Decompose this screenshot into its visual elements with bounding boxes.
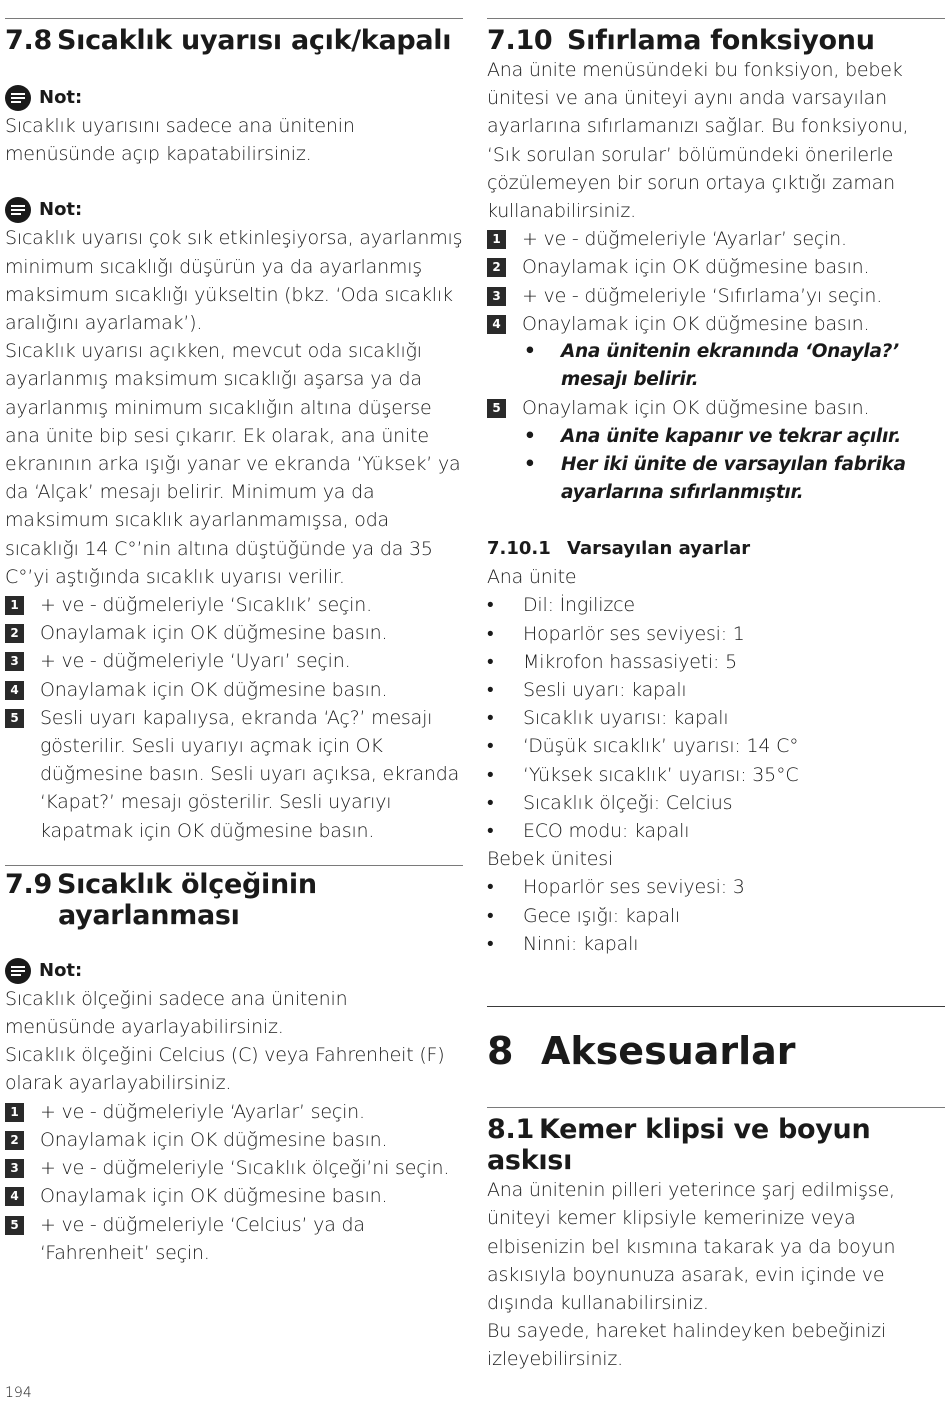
- section-title-7-8: 7.8 Sıcaklık uyarısı açık/kapalı: [5, 25, 452, 56]
- step-item: 3 + ve - düğmeleriyle ‘Uyarı’ seçin.: [5, 647, 463, 675]
- step-result: • Ana ünite kapanır ve tekrar açılır.: [487, 423, 945, 451]
- note-icon: [5, 197, 31, 223]
- chapter-rule: [487, 1006, 945, 1007]
- chapter-title-8: 8 Aksesuarlar: [487, 1029, 796, 1074]
- step-number: 1: [487, 230, 506, 249]
- parent-defaults-list: [487, 591, 945, 845]
- list-item: • Ninni: kapalı: [487, 932, 639, 955]
- body-text: Ana ünite menüsündeki bu fonksiyon, bebek ünitesi ve ana üniteyi aynı anda varsayılan ayarlarına sıfırlamanızı sağlar. Bu fonksiyonu, ‘Sık sorulan sorular’ bölümündeki önerilerle çözülemeyen bir sorun ortaya çıktığı zaman kullanabilirsiniz.: [487, 59, 909, 223]
- step-number: 5: [5, 709, 24, 728]
- note-heading: Not:: [5, 196, 463, 224]
- list-item: • ‘Yüksek sıcaklık’ uyarısı: 35°C: [487, 763, 799, 786]
- note-icon: [5, 958, 31, 984]
- section-rule: [5, 865, 463, 866]
- step-number: 3: [5, 652, 24, 671]
- section-rule: [487, 18, 945, 19]
- list-item: • Sıcaklık uyarısı: kapalı: [487, 707, 729, 730]
- body-text: Ana ünitenin pilleri yeterince şarj edilmişse, üniteyi kemer klipsiyle kemerinize veya elbisenizin bel kısmına takarak ya da boyun askısıyla boynunuza asarak, evin içinde ve dışında kullanabilirsiniz.: [487, 1179, 896, 1314]
- note-text: Sıcaklık uyarısını sadece ana ünitenin menüsünde açıp kapatabilirsiniz.: [5, 115, 355, 166]
- list-item: • Hoparlör ses seviyesi: 1: [487, 622, 745, 645]
- step-item: 1 + ve - düğmeleriyle ‘Ayarlar’ seçin.: [487, 225, 945, 253]
- step-item: 5 Sesli uyarı kapalıysa, ekranda ‘Aç?’ mesajı gösterilir. Sesli uyarıyı açmak için OK düğmesine basın. Sesli uyarı açıksa, ekranda ‘Kapat?’ mesajı gösterilir. Sesli uyarıyı kapatmak için OK düğmesine basın.: [5, 704, 463, 845]
- bullet-mark: •: [524, 341, 536, 363]
- step-number: 3: [5, 1159, 24, 1178]
- step-item: 5 + ve - düğmeleriyle ‘Celcius’ ya da ‘Fahrenheit’ seçin.: [5, 1211, 463, 1267]
- section-title-7-9: 7.9 Sıcaklık ölçeğinin ayarlanması: [5, 868, 317, 931]
- step-item: 2 Onaylamak için OK düğmesine basın.: [487, 253, 945, 281]
- baby-defaults-list: [487, 873, 945, 958]
- list-item: • Hoparlör ses seviyesi: 3: [487, 876, 745, 899]
- step-number: 3: [487, 287, 506, 306]
- step-item: 4 Onaylamak için OK düğmesine basın.: [487, 310, 945, 338]
- list-item: • ‘Düşük sıcaklık’ uyarısı: 14 C°: [487, 735, 799, 758]
- list-item: • Sıcaklık ölçeği: Celcius: [487, 791, 733, 814]
- body-text: Sıcaklık ölçeğini Celcius (C) veya Fahrenheit (F) olarak ayarlayabilirsiniz.: [5, 1044, 445, 1095]
- list-item: • Sesli uyarı: kapalı: [487, 679, 687, 702]
- note-heading: Not:: [5, 84, 463, 112]
- step-item: 3 + ve - düğmeleriyle ‘Sıfırlama’yı seçin.: [487, 282, 945, 310]
- step-number: 1: [5, 596, 24, 615]
- step-number: 2: [487, 258, 506, 277]
- step-item: 1 + ve - düğmeleriyle ‘Sıcaklık’ seçin.: [5, 591, 463, 619]
- right-column: [487, 18, 945, 1374]
- step-number: 5: [487, 399, 506, 418]
- body-text: Sıcaklık uyarısı açıkken, mevcut oda sıcaklığı ayarlanmış maksimum sıcaklığı aşarsa ya da ayarlanmış minimum sıcaklığın altına düşerse ana ünite bip sesi çıkarır. Ek olarak, ana ünite ekranının arka ışığı yanar ve ekranda ‘Yüksek’ ya da ‘Alçak’ mesajı belirir. Minimum ya da maksimum sıcaklık ayarlanmamışsa, oda sıcaklığı 14 C°’nin altına düştüğünde ya da 35 C°’yi aştığında sıcaklık uyarısı verilir.: [5, 340, 461, 588]
- step-item: 3 + ve - düğmeleriyle ‘Sıcaklık ölçeği’ni seçin.: [5, 1154, 463, 1182]
- step-number: 2: [5, 1131, 24, 1150]
- note-text: Sıcaklık uyarısı çok sık etkinleşiyorsa, ayarlanmış minimum sıcaklığı düşürün ya da ayarlanmış maksimum sıcaklığı yükseltin (bkz. ‘Oda sıcaklık aralığını ayarlamak’).: [5, 227, 463, 335]
- list-label: Ana ünite: [487, 566, 577, 589]
- step-item: 5 Onaylamak için OK düğmesine basın.: [487, 394, 945, 422]
- steps-7-8: [5, 591, 463, 845]
- step-number: 4: [5, 681, 24, 700]
- note-heading: Not:: [5, 957, 463, 985]
- step-number: 2: [5, 624, 24, 643]
- step-item: 4 Onaylamak için OK düğmesine basın.: [5, 676, 463, 704]
- step-number: 4: [5, 1187, 24, 1206]
- list-item: • ECO modu: kapalı: [487, 820, 690, 843]
- body-text: Bu sayede, hareket halindeyken bebeğinizi izleyebilirsiniz.: [487, 1320, 887, 1371]
- subsection-title-7-10-1: 7.10.1 Varsayılan ayarlar: [487, 538, 751, 560]
- bullet-mark: •: [524, 425, 536, 447]
- step-number: 4: [487, 315, 506, 334]
- list-label: Bebek ünitesi: [487, 848, 614, 871]
- step-item: 4 Onaylamak için OK düğmesine basın.: [5, 1182, 463, 1210]
- steps-7-10: [487, 225, 945, 507]
- page-number: 194: [5, 1385, 32, 1401]
- section-title-7-10: 7.10 Sıfırlama fonksiyonu: [487, 25, 875, 56]
- list-item: • Mikrofon hassasiyeti: 5: [487, 650, 737, 673]
- step-number: 5: [5, 1216, 24, 1235]
- section-rule: [5, 18, 463, 19]
- note-text: Sıcaklık ölçeğini sadece ana ünitenin menüsünde ayarlayabilirsiniz.: [5, 987, 348, 1039]
- step-result: • Ana ünitenin ekranında ‘Onayla?’ mesajı belirir.: [487, 338, 945, 394]
- note-icon: [5, 85, 31, 111]
- section-title-8-1: 8.1 Kemer klipsi ve boyun askısı: [487, 1114, 871, 1177]
- bullet-mark: •: [524, 453, 536, 475]
- step-item: 1 + ve - düğmeleriyle ‘Ayarlar’ seçin.: [5, 1098, 463, 1126]
- steps-7-9: [5, 1098, 463, 1267]
- list-item: • Gece ışığı: kapalı: [487, 904, 681, 927]
- step-item: 2 Onaylamak için OK düğmesine basın.: [5, 1126, 463, 1154]
- step-result: • Her iki ünite de varsayılan fabrika ayarlarına sıfırlanmıştır.: [487, 451, 945, 507]
- list-item: • Dil: İngilizce: [487, 594, 635, 617]
- left-column: [5, 18, 463, 1267]
- section-rule: [487, 1107, 945, 1108]
- step-item: 2 Onaylamak için OK düğmesine basın.: [5, 619, 463, 647]
- step-number: 1: [5, 1103, 24, 1122]
